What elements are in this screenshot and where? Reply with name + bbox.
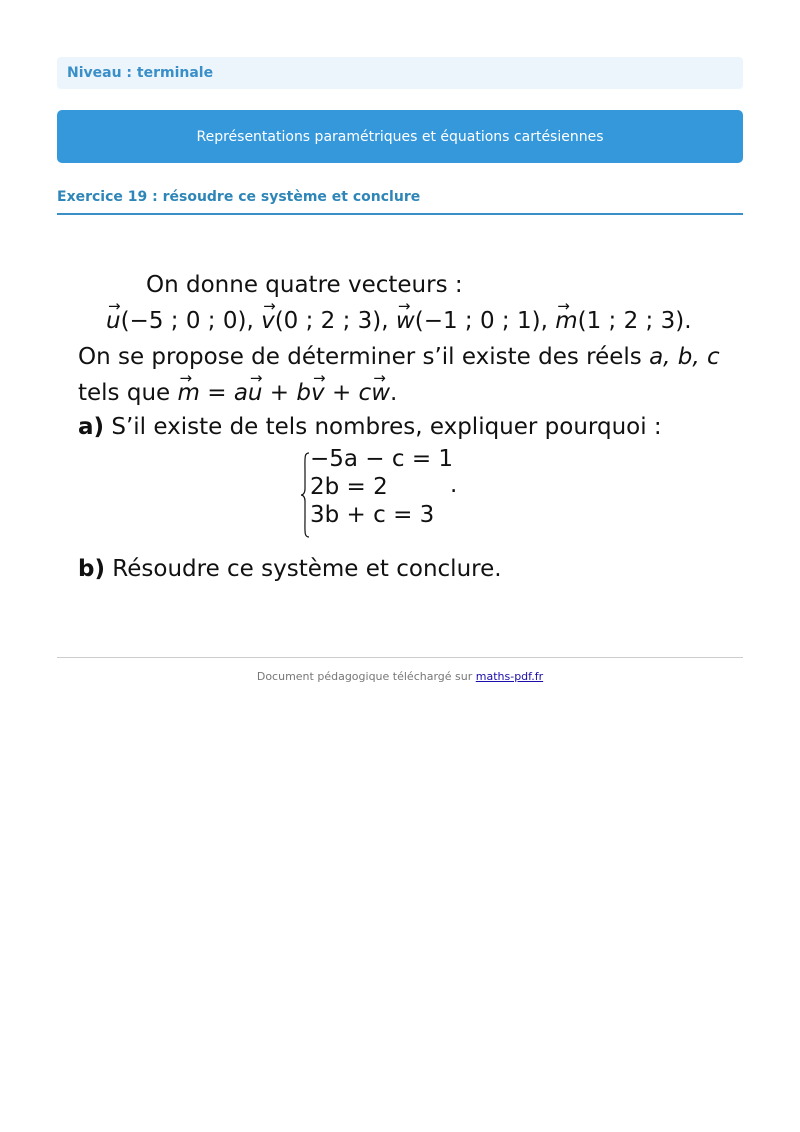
intro-line [146,272,463,298]
eq-vector-v: → v [311,380,325,406]
exercise-content [78,262,718,602]
title-banner [57,110,743,163]
intro-text: On donne quatre vecteurs : [146,272,463,298]
eq-vector-w: → w [371,380,390,406]
exercise-title: Exercice 19 : résoudre ce système et conclure [57,189,421,205]
eq-plus-1: + [262,380,297,406]
question-b-text: Résoudre ce système et conclure. [104,556,502,582]
system-eq-1: −5a − c = 1 [310,446,454,472]
vector-u-coords: (−5 ; 0 ; 0), [120,308,254,334]
footer-link[interactable]: maths-pdf.fr [475,670,544,683]
vector-m: → m [555,308,577,334]
eq-coef-a: a [233,380,248,406]
eq-coef-c: c [358,380,372,406]
question-b-line [78,556,502,582]
eq-plus-2: + [324,380,359,406]
vector-v: → v [261,308,275,334]
question-b-label: b) [78,556,105,582]
vectors-line [106,308,692,334]
eq-coef-b: b [296,380,312,406]
vector-m-coords: (1 ; 2 ; 3). [577,308,692,334]
reals-text: a, b, c [649,344,720,370]
exercise-heading [57,186,743,215]
footer-divider [57,657,743,658]
question-a-line [78,414,662,440]
system-end: . [450,472,458,498]
eq-vector-m: → m [178,380,200,406]
system-eq-3: 3b + c = 3 [310,502,435,528]
eq-end: . [390,380,398,406]
page-title: Représentations paramétriques et équations cartésiennes [196,128,604,145]
equation-system [300,446,460,542]
level-box [57,57,743,89]
question-a-label: a) [78,414,105,440]
eq-vector-u: → u [248,380,263,406]
propose-line [78,344,720,370]
equation-line [78,380,397,406]
propose-text: On se propose de déterminer s’il existe des réels [78,344,650,370]
eq-equals: = [199,380,234,406]
tels-que-text: tels que [78,380,178,406]
footer-text: Document pédagogique téléchargé sur [256,670,476,683]
footer [0,670,800,683]
left-brace-icon [300,452,310,538]
question-a-text: S’il existe de tels nombres, expliquer pourquoi : [104,414,662,440]
vector-w: → w [396,308,415,334]
level-label: Niveau : terminale [67,65,214,81]
vector-v-coords: (0 ; 2 ; 3), [274,308,389,334]
system-eq-2: 2b = 2 [310,474,388,500]
vector-w-coords: (−1 ; 0 ; 1), [414,308,548,334]
vector-u: → u [106,308,121,334]
